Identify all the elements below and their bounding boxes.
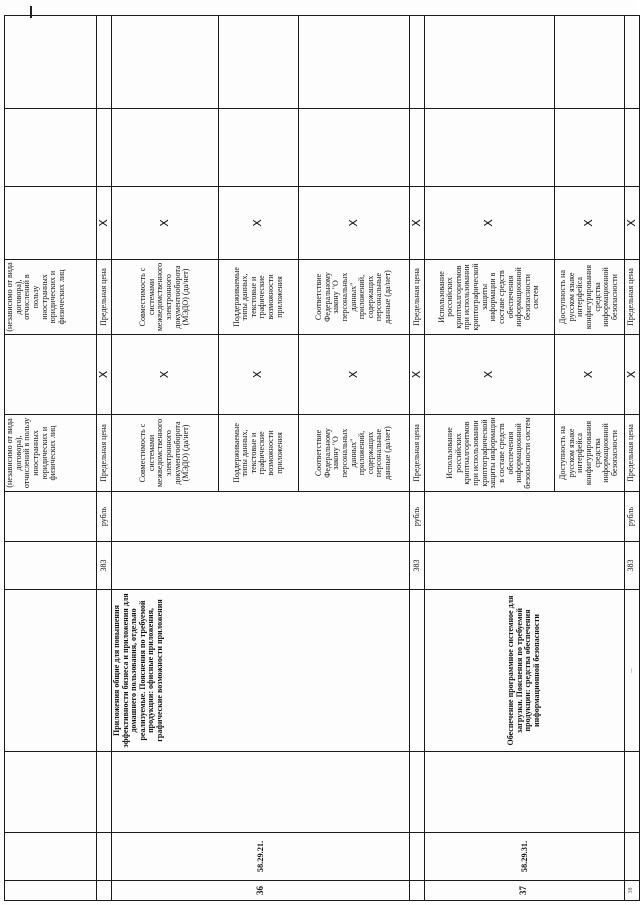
rotated-table-container (4, 16, 638, 901)
row-number: 37 (424, 881, 624, 901)
mark-x: X (424, 335, 554, 415)
unit-code: 383 (409, 542, 424, 590)
price-label: Предельная цена (409, 415, 424, 492)
mark-x: X (298, 335, 409, 415)
table-row (5, 16, 97, 901)
mark-x: X (424, 187, 554, 260)
characteristic-cell: (независимо от вида договора), отчислений в пользу иностранных юридических и физических лиц (5, 415, 97, 492)
mark-x: X (218, 335, 298, 415)
table-row (424, 16, 554, 901)
price-label: Предельная цена (624, 415, 639, 492)
requirements-table (4, 15, 640, 901)
mark-x: X (111, 187, 218, 260)
characteristic-cell: Совместимость с системами межведомственного электронного документооборота (МЭДО) (да/нет) (111, 260, 218, 335)
unit-name: рубль (97, 492, 112, 542)
characteristic-cell: Соответствие Федеральному закону "О персональных данных" приложений, содержащих персональные данные (да/нет) (298, 260, 409, 335)
row-number-partial: 38 (624, 881, 639, 901)
unit-code: 383 (97, 542, 112, 590)
characteristic-cell: Использование российских криптоалгоритмов при использовании криптографической защиты информации в составе средств обеспечения информационной безопасности систем (424, 260, 554, 335)
unit-name: рубль (409, 492, 424, 542)
product-name: Обеспечение программное системное для загрузки. Пояснения по требуемой продукции: средства обеспечения информационной безопасности (424, 590, 624, 752)
mark-x: X (97, 187, 112, 260)
characteristic-cell: Доступность на русском языке интерфейса конфигурирования средства информационной безопасности (554, 415, 624, 492)
table-row (97, 16, 112, 901)
characteristic-cell: (независимо от вида договора), отчислений в пользу иностранных юридических и физических лиц (5, 260, 97, 335)
mark-x: X (111, 335, 218, 415)
price-label: Предельная цена (624, 260, 639, 335)
unit-code: 383 (624, 542, 639, 590)
mark-x: X (409, 187, 424, 260)
mark-x: X (409, 335, 424, 415)
mark-x: X (624, 335, 639, 415)
mark-x: X (97, 335, 112, 415)
product-name-partial: ... (624, 590, 639, 752)
characteristic-cell: Поддерживаемые типы данных, текстовые и графические возможности приложения (218, 260, 298, 335)
price-label: Предельная цена (409, 260, 424, 335)
characteristic-cell: Поддерживаемые типы данных, текстовые и графические возможности приложения (218, 415, 298, 492)
table-row (624, 16, 639, 901)
product-name: Приложения общие для повышения эффективности бизнеса и приложения для домашнего пользования, отдельно реализуемые. Пояснения по требуемой продукции: офисные приложения, графические возможности приложения (111, 590, 409, 752)
mark-x: X (298, 187, 409, 260)
unit-name: рубль (624, 492, 639, 542)
characteristic-cell: Использование российских криптоалгоритмов при использовании криптографической защиты информации в составе средств обеспечения информационной безопасности систем (424, 415, 554, 492)
mark-x: X (624, 187, 639, 260)
characteristic-cell: Соответствие Федеральному закону "О персональных данных" приложений, содержащих персональные данные (да/нет) (298, 415, 409, 492)
row-number: 36 (111, 881, 409, 901)
okpd2-code: 58.29.31. (424, 833, 624, 881)
mark-x: X (554, 187, 624, 260)
characteristic-cell: Совместимость с системами межведомственного электронного документооборота (МЭДО) (да/нет) (111, 415, 218, 492)
characteristic-cell: Доступность на русском языке интерфейса конфигурирования средства информационной безопасности (554, 260, 624, 335)
okpd2-code: 58.29.21. (111, 833, 409, 881)
price-label: Предельная цена (97, 260, 112, 335)
table-row (111, 16, 218, 901)
table-row (409, 16, 424, 901)
mark-x: X (218, 187, 298, 260)
mark-x: X (554, 335, 624, 415)
price-label: Предельная цена (97, 415, 112, 492)
